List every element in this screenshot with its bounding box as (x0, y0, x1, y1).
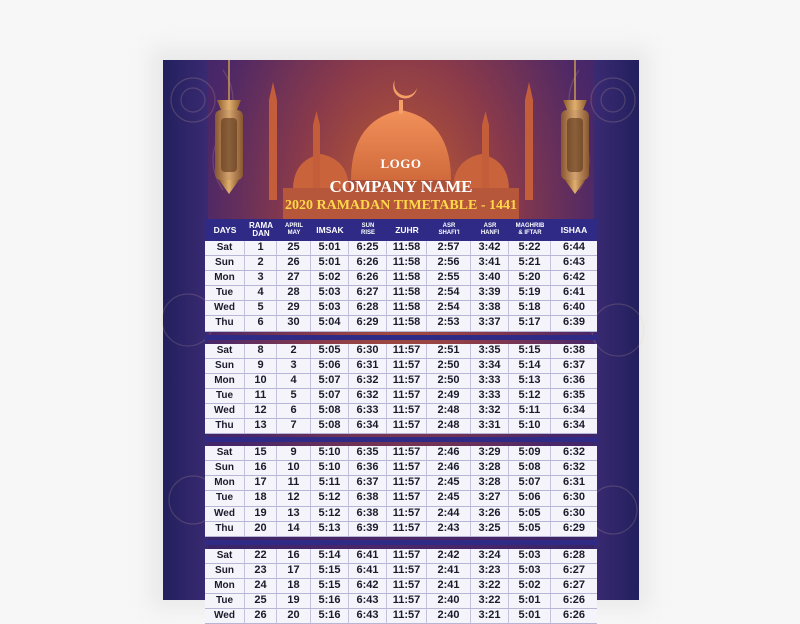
timetable-header-row (205, 219, 597, 241)
table-row (205, 522, 597, 537)
cell-ramadan-day: 8 (245, 344, 277, 358)
cell-day: Tue (205, 491, 245, 505)
cell-imsak: 5:16 (311, 594, 349, 608)
cell-ramadan-day: 1 (245, 241, 277, 255)
cell-ramadan-day: 15 (245, 446, 277, 460)
cell-ramadan-day: 22 (245, 549, 277, 563)
cell-zuhr: 11:58 (387, 316, 427, 330)
ramadan-poster (163, 60, 639, 622)
week-separator (205, 434, 597, 446)
cell-asr-hanfi: 3:32 (471, 404, 509, 418)
cell-asr-shafi: 2:45 (427, 476, 471, 490)
table-row (205, 549, 597, 564)
cell-asr-shafi: 2:45 (427, 491, 471, 505)
cell-ramadan-day: 3 (245, 271, 277, 285)
cell-sunrise: 6:36 (349, 461, 387, 475)
cell-imsak: 5:07 (311, 374, 349, 388)
cell-ishaa: 6:26 (562, 593, 586, 606)
cell-ramadan-day: 9 (245, 359, 277, 373)
col-ramadan: RAMA DAN (249, 221, 273, 238)
cell-ramadan-day: 19 (245, 507, 277, 521)
cell-ramadan-day: 16 (245, 461, 277, 475)
cell-day: Tue (205, 389, 245, 403)
cell-asr-shafi: 2:50 (427, 374, 471, 388)
cell-day: Tue (205, 594, 245, 608)
table-row (205, 446, 597, 461)
cell-maghrib: 5:18 (509, 301, 551, 315)
cell-asr-hanfi: 3:28 (471, 461, 509, 475)
cell-imsak: 5:08 (311, 404, 349, 418)
cell-maghrib: 5:03 (509, 549, 551, 563)
cell-zuhr: 11:58 (387, 256, 427, 270)
cell-zuhr: 11:57 (387, 579, 427, 593)
cell-sunrise: 6:41 (349, 564, 387, 578)
cell-asr-shafi: 2:46 (427, 461, 471, 475)
col-asr-hanfi: ASR HANFI (480, 223, 500, 236)
cell-zuhr: 11:57 (387, 374, 427, 388)
cell-ramadan-day: 23 (245, 564, 277, 578)
cell-zuhr: 11:58 (387, 301, 427, 315)
cell-ramadan-day: 24 (245, 579, 277, 593)
cell-month-day: 10 (277, 461, 311, 475)
cell-maghrib: 5:19 (509, 286, 551, 300)
cell-asr-hanfi: 3:23 (471, 564, 509, 578)
cell-zuhr: 11:57 (387, 609, 427, 623)
cell-ramadan-day: 2 (245, 256, 277, 270)
cell-asr-hanfi: 3:37 (471, 316, 509, 330)
cell-asr-hanfi: 3:26 (471, 507, 509, 521)
cell-zuhr: 11:57 (387, 359, 427, 373)
cell-day: Mon (205, 476, 245, 490)
lantern-left-icon (215, 60, 243, 194)
cell-zuhr: 11:57 (387, 446, 427, 460)
cell-ishaa: 6:40 (562, 301, 586, 314)
cell-asr-shafi: 2:46 (427, 446, 471, 460)
table-row (205, 564, 597, 579)
table-row (205, 579, 597, 594)
cell-asr-shafi: 2:43 (427, 522, 471, 536)
cell-month-day: 17 (277, 564, 311, 578)
cell-ishaa: 6:29 (562, 521, 586, 534)
cell-ishaa: 6:31 (562, 476, 586, 489)
cell-asr-hanfi: 3:22 (471, 594, 509, 608)
cell-day: Mon (205, 579, 245, 593)
timetable-title: 2020 RAMADAN TIMETABLE - 1441 (284, 198, 518, 213)
cell-day: Wed (205, 609, 245, 623)
cell-zuhr: 11:57 (387, 522, 427, 536)
cell-day: Sun (205, 564, 245, 578)
cell-maghrib: 5:01 (509, 609, 551, 623)
cell-sunrise: 6:25 (349, 241, 387, 255)
table-row (205, 404, 597, 419)
cell-maghrib: 5:14 (509, 359, 551, 373)
cell-ramadan-day: 12 (245, 404, 277, 418)
cell-month-day: 9 (277, 446, 311, 460)
cell-day: Thu (205, 522, 245, 536)
cell-day: Thu (205, 419, 245, 433)
cell-maghrib: 5:17 (509, 316, 551, 330)
cell-month-day: 14 (277, 522, 311, 536)
cell-imsak: 5:16 (311, 609, 349, 623)
cell-ishaa: 6:34 (562, 419, 586, 432)
cell-imsak: 5:04 (311, 316, 349, 330)
cell-maghrib: 5:13 (509, 374, 551, 388)
cell-month-day: 18 (277, 579, 311, 593)
cell-day: Sun (205, 256, 245, 270)
cell-sunrise: 6:43 (349, 609, 387, 623)
cell-zuhr: 11:57 (387, 564, 427, 578)
cell-month-day: 16 (277, 549, 311, 563)
cell-imsak: 5:12 (311, 507, 349, 521)
cell-asr-hanfi: 3:27 (471, 491, 509, 505)
cell-zuhr: 11:58 (387, 241, 427, 255)
cell-ramadan-day: 18 (245, 491, 277, 505)
cell-asr-shafi: 2:48 (427, 419, 471, 433)
cell-month-day: 2 (277, 344, 311, 358)
cell-zuhr: 11:57 (387, 461, 427, 475)
cell-zuhr: 11:57 (387, 594, 427, 608)
cell-imsak: 5:15 (311, 564, 349, 578)
cell-asr-hanfi: 3:39 (471, 286, 509, 300)
cell-asr-hanfi: 3:34 (471, 359, 509, 373)
cell-zuhr: 11:57 (387, 404, 427, 418)
cell-sunrise: 6:32 (349, 389, 387, 403)
cell-ishaa: 6:32 (562, 446, 586, 459)
col-ishaa: ISHAA (560, 225, 588, 235)
cell-asr-hanfi: 3:41 (471, 256, 509, 270)
cell-zuhr: 11:58 (387, 286, 427, 300)
cell-maghrib: 5:01 (509, 594, 551, 608)
cell-ishaa: 6:39 (562, 316, 586, 329)
lantern-right-icon (561, 60, 589, 194)
cell-asr-hanfi: 3:31 (471, 419, 509, 433)
cell-asr-hanfi: 3:35 (471, 344, 509, 358)
cell-imsak: 5:03 (311, 286, 349, 300)
cell-sunrise: 6:43 (349, 594, 387, 608)
cell-zuhr: 11:57 (387, 419, 427, 433)
cell-asr-shafi: 2:53 (427, 316, 471, 330)
col-sunrise: SUN RISE (360, 223, 375, 236)
cell-ishaa: 6:36 (562, 373, 586, 386)
cell-ramadan-day: 17 (245, 476, 277, 490)
cell-sunrise: 6:38 (349, 491, 387, 505)
cell-asr-shafi: 2:57 (427, 241, 471, 255)
cell-ishaa: 6:38 (562, 343, 586, 356)
cell-imsak: 5:12 (311, 491, 349, 505)
cell-ishaa: 6:30 (562, 491, 586, 504)
cell-sunrise: 6:33 (349, 404, 387, 418)
table-row (205, 491, 597, 506)
cell-asr-shafi: 2:40 (427, 609, 471, 623)
cell-ramadan-day: 6 (245, 316, 277, 330)
cell-asr-hanfi: 3:24 (471, 549, 509, 563)
cell-ramadan-day: 5 (245, 301, 277, 315)
cell-maghrib: 5:15 (509, 344, 551, 358)
cell-imsak: 5:13 (311, 522, 349, 536)
cell-ramadan-day: 4 (245, 286, 277, 300)
cell-ishaa: 6:26 (562, 609, 586, 622)
timetable (205, 219, 597, 624)
cell-maghrib: 5:12 (509, 389, 551, 403)
table-row (205, 359, 597, 374)
cell-maghrib: 5:07 (509, 476, 551, 490)
cell-sunrise: 6:39 (349, 522, 387, 536)
cell-sunrise: 6:26 (349, 256, 387, 270)
cell-month-day: 3 (277, 359, 311, 373)
cell-day: Sat (205, 446, 245, 460)
cell-zuhr: 11:58 (387, 271, 427, 285)
cell-asr-shafi: 2:41 (427, 579, 471, 593)
cell-sunrise: 6:41 (349, 549, 387, 563)
cell-month-day: 20 (277, 609, 311, 623)
cell-month-day: 4 (277, 374, 311, 388)
cell-sunrise: 6:35 (349, 446, 387, 460)
cell-sunrise: 6:30 (349, 344, 387, 358)
cell-sunrise: 6:26 (349, 271, 387, 285)
cell-day: Sat (205, 344, 245, 358)
cell-day: Sat (205, 241, 245, 255)
timetable-body (205, 241, 597, 624)
cell-asr-hanfi: 3:29 (471, 446, 509, 460)
cell-ishaa: 6:32 (562, 461, 586, 474)
cell-asr-hanfi: 3:22 (471, 579, 509, 593)
cell-ishaa: 6:37 (562, 358, 586, 371)
table-row (205, 316, 597, 331)
cell-month-day: 6 (277, 404, 311, 418)
cell-asr-hanfi: 3:40 (471, 271, 509, 285)
cell-asr-hanfi: 3:38 (471, 301, 509, 315)
table-row (205, 256, 597, 271)
cell-month-day: 7 (277, 419, 311, 433)
cell-month-day: 26 (277, 256, 311, 270)
cell-month-day: 28 (277, 286, 311, 300)
col-days: DAYS (213, 225, 237, 235)
cell-asr-shafi: 2:51 (427, 344, 471, 358)
cell-day: Sat (205, 549, 245, 563)
col-zuhr: ZUHR (395, 225, 419, 235)
cell-month-day: 27 (277, 271, 311, 285)
cell-maghrib: 5:22 (509, 241, 551, 255)
cell-day: Sun (205, 359, 245, 373)
cell-sunrise: 6:34 (349, 419, 387, 433)
col-maghrib: MAGHRIB & IFTAR (515, 223, 545, 236)
cell-ishaa: 6:34 (562, 403, 586, 416)
table-row (205, 301, 597, 316)
cell-sunrise: 6:37 (349, 476, 387, 490)
cell-day: Mon (205, 374, 245, 388)
cell-ishaa: 6:30 (562, 506, 586, 519)
table-row (205, 419, 597, 434)
cell-imsak: 5:03 (311, 301, 349, 315)
cell-ramadan-day: 26 (245, 609, 277, 623)
cell-maghrib: 5:10 (509, 419, 551, 433)
cell-asr-hanfi: 3:33 (471, 374, 509, 388)
week-separator (205, 332, 597, 344)
cell-maghrib: 5:05 (509, 507, 551, 521)
crescent-icon (393, 80, 417, 98)
cell-asr-shafi: 2:55 (427, 271, 471, 285)
cell-month-day: 19 (277, 594, 311, 608)
cell-maghrib: 5:03 (509, 564, 551, 578)
cell-maghrib: 5:05 (509, 522, 551, 536)
cell-maghrib: 5:11 (509, 404, 551, 418)
cell-ishaa: 6:42 (562, 271, 586, 284)
table-row (205, 389, 597, 404)
cell-asr-hanfi: 3:42 (471, 241, 509, 255)
table-row (205, 344, 597, 359)
cell-day: Wed (205, 301, 245, 315)
cell-asr-hanfi: 3:25 (471, 522, 509, 536)
week-separator (205, 537, 597, 549)
cell-maghrib: 5:21 (509, 256, 551, 270)
table-row (205, 271, 597, 286)
cell-ishaa: 6:44 (562, 241, 586, 253)
cell-zuhr: 11:57 (387, 507, 427, 521)
cell-asr-shafi: 2:40 (427, 594, 471, 608)
cell-ramadan-day: 13 (245, 419, 277, 433)
cell-month-day: 29 (277, 301, 311, 315)
cell-asr-hanfi: 3:21 (471, 609, 509, 623)
cell-month-day: 12 (277, 491, 311, 505)
cell-maghrib: 5:02 (509, 579, 551, 593)
cell-imsak: 5:10 (311, 461, 349, 475)
cell-zuhr: 11:57 (387, 549, 427, 563)
cell-day: Wed (205, 507, 245, 521)
cell-imsak: 5:05 (311, 344, 349, 358)
cell-zuhr: 11:57 (387, 344, 427, 358)
cell-month-day: 30 (277, 316, 311, 330)
cell-zuhr: 11:57 (387, 389, 427, 403)
cell-imsak: 5:06 (311, 359, 349, 373)
table-row (205, 241, 597, 256)
table-row (205, 507, 597, 522)
cell-sunrise: 6:27 (349, 286, 387, 300)
cell-imsak: 5:01 (311, 241, 349, 255)
cell-asr-shafi: 2:49 (427, 389, 471, 403)
cell-sunrise: 6:38 (349, 507, 387, 521)
cell-day: Wed (205, 404, 245, 418)
company-name: COMPANY NAME (329, 177, 473, 196)
cell-ishaa: 6:41 (562, 286, 586, 299)
table-row (205, 461, 597, 476)
cell-month-day: 11 (277, 476, 311, 490)
cell-asr-hanfi: 3:33 (471, 389, 509, 403)
table-row (205, 594, 597, 609)
cell-sunrise: 6:28 (349, 301, 387, 315)
cell-maghrib: 5:20 (509, 271, 551, 285)
cell-month-day: 25 (277, 241, 311, 255)
cell-imsak: 5:11 (311, 476, 349, 490)
cell-imsak: 5:08 (311, 419, 349, 433)
cell-imsak: 5:07 (311, 389, 349, 403)
cell-asr-shafi: 2:48 (427, 404, 471, 418)
cell-asr-shafi: 2:50 (427, 359, 471, 373)
cell-imsak: 5:01 (311, 256, 349, 270)
cell-day: Mon (205, 271, 245, 285)
table-row (205, 374, 597, 389)
cell-ishaa: 6:27 (562, 563, 586, 576)
table-row (205, 286, 597, 301)
cell-ishaa: 6:28 (562, 548, 586, 561)
cell-imsak: 5:02 (311, 271, 349, 285)
cell-imsak: 5:14 (311, 549, 349, 563)
cell-day: Thu (205, 316, 245, 330)
cell-imsak: 5:15 (311, 579, 349, 593)
cell-month-day: 13 (277, 507, 311, 521)
cell-maghrib: 5:09 (509, 446, 551, 460)
cell-sunrise: 6:32 (349, 374, 387, 388)
cell-day: Tue (205, 286, 245, 300)
table-row (205, 476, 597, 491)
col-month: APRIL MAY (285, 223, 303, 236)
cell-day: Sun (205, 461, 245, 475)
cell-ishaa: 6:43 (562, 256, 586, 269)
cell-sunrise: 6:42 (349, 579, 387, 593)
cell-asr-shafi: 2:56 (427, 256, 471, 270)
cell-ishaa: 6:35 (562, 388, 586, 401)
cell-sunrise: 6:31 (349, 359, 387, 373)
cell-sunrise: 6:29 (349, 316, 387, 330)
logo-text: LOGO (380, 156, 422, 171)
col-asr-shafi: ASR SHAFI'I (438, 223, 460, 236)
cell-zuhr: 11:57 (387, 476, 427, 490)
cell-zuhr: 11:57 (387, 491, 427, 505)
cell-month-day: 5 (277, 389, 311, 403)
cell-ramadan-day: 11 (245, 389, 277, 403)
cell-asr-hanfi: 3:28 (471, 476, 509, 490)
cell-asr-shafi: 2:44 (427, 507, 471, 521)
cell-ramadan-day: 10 (245, 374, 277, 388)
cell-asr-shafi: 2:54 (427, 286, 471, 300)
cell-asr-shafi: 2:42 (427, 549, 471, 563)
cell-asr-shafi: 2:41 (427, 564, 471, 578)
cell-ramadan-day: 25 (245, 594, 277, 608)
cell-maghrib: 5:06 (509, 491, 551, 505)
cell-asr-shafi: 2:54 (427, 301, 471, 315)
table-row (205, 609, 597, 624)
cell-imsak: 5:10 (311, 446, 349, 460)
cell-ramadan-day: 20 (245, 522, 277, 536)
cell-maghrib: 5:08 (509, 461, 551, 475)
cell-ishaa: 6:27 (562, 578, 586, 591)
col-imsak: IMSAK (316, 225, 344, 235)
